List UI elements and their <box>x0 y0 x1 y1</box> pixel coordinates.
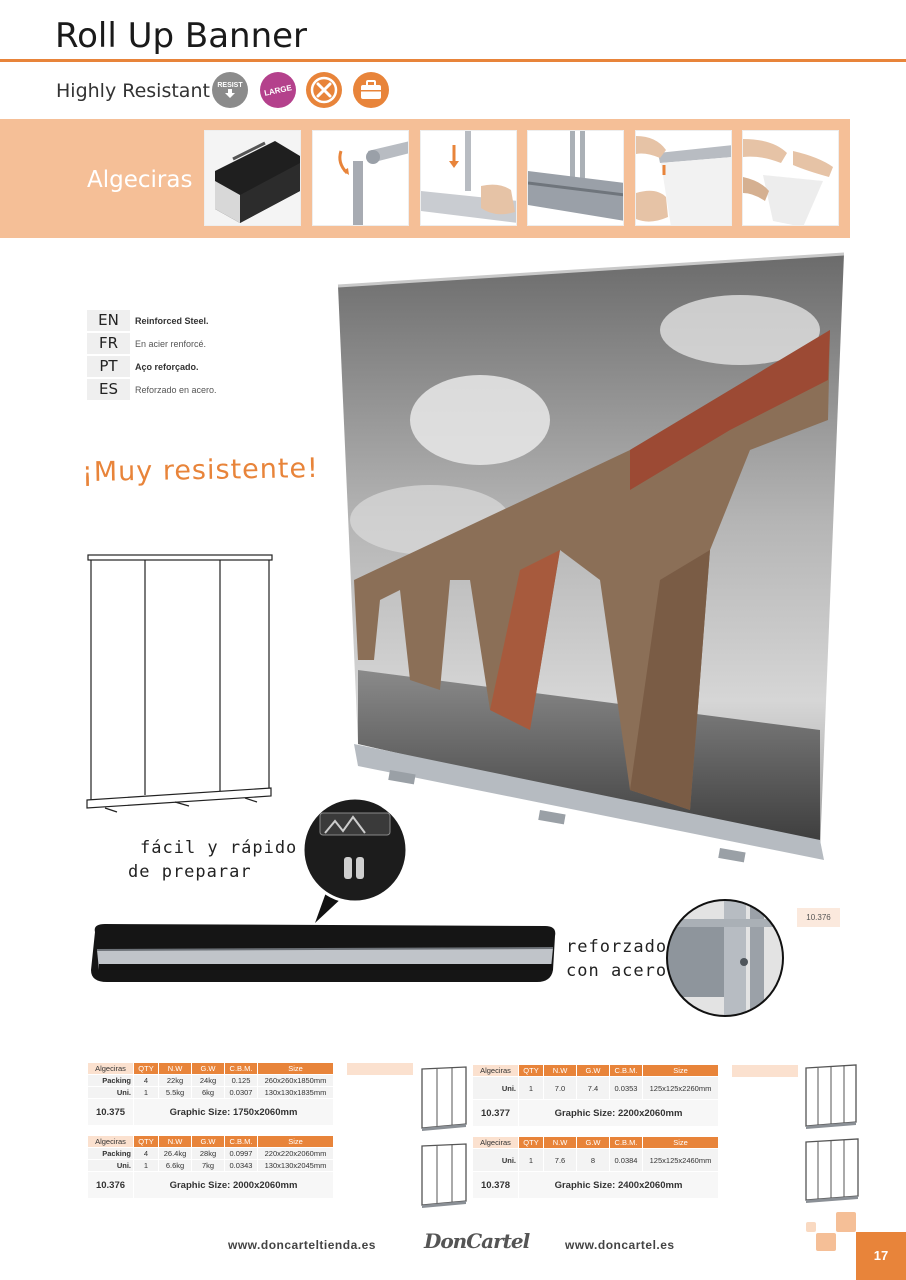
spec-table <box>87 1062 334 1126</box>
language-code: PT <box>87 356 130 377</box>
easy-setup-line1: fácil y rápido <box>140 838 298 858</box>
no-tools-icon <box>309 75 339 105</box>
spec-cell: 7.4 <box>577 1077 609 1099</box>
header-pad <box>732 1065 798 1077</box>
spec-cell: 1 <box>519 1149 543 1171</box>
decor-square <box>806 1222 816 1232</box>
product-name: Algeciras <box>87 167 193 193</box>
language-text: En acier renforcé. <box>135 338 207 349</box>
spec-cell: 0.125 <box>225 1075 257 1086</box>
bag-badge <box>353 72 389 108</box>
spec-header: Size <box>258 1136 333 1147</box>
frame-line-drawing <box>85 550 275 815</box>
spec-cell: Packing <box>88 1148 133 1159</box>
frame-thumbnail <box>804 1138 860 1204</box>
spec-header: QTY <box>134 1063 158 1074</box>
spec-header: Algeciras <box>473 1137 518 1148</box>
slogan: ¡Muy resistente! <box>81 452 320 489</box>
spec-cell: Uni. <box>88 1087 133 1098</box>
step-hook-thumb <box>635 130 732 226</box>
spec-cell: 1 <box>134 1160 158 1171</box>
spec-cell: 6kg <box>192 1087 224 1098</box>
spec-header: N.W <box>159 1063 191 1074</box>
resist-badge-label: RESIST <box>217 82 243 89</box>
product-code: 10.376 <box>88 1172 133 1198</box>
graphic-size: Graphic Size: 2000x2060mm <box>134 1172 333 1198</box>
language-code: FR <box>87 333 130 354</box>
spec-cell: 26.4kg <box>159 1148 191 1159</box>
step-bag-thumb <box>204 130 301 226</box>
steel-detail <box>664 897 786 1019</box>
language-text: Aço reforçado. <box>135 361 199 372</box>
graphic-size: Graphic Size: 2400x2060mm <box>519 1172 718 1198</box>
spec-header: C.B.M. <box>225 1136 257 1147</box>
language-code: ES <box>87 379 130 400</box>
language-text: Reinforced Steel. <box>135 315 209 326</box>
table-row <box>88 1087 333 1098</box>
spec-cell: 5.5kg <box>159 1087 191 1098</box>
resist-badge <box>212 72 248 108</box>
spec-header: Size <box>643 1065 718 1076</box>
spec-header: N.W <box>544 1137 576 1148</box>
frame-thumbnail <box>420 1143 468 1209</box>
table-row <box>88 1160 333 1171</box>
language-row <box>87 355 217 378</box>
large-badge-label: LARGE <box>263 82 293 98</box>
decor-square <box>816 1233 836 1251</box>
spec-cell: 0.0997 <box>225 1148 257 1159</box>
steel-line2: con acero <box>566 961 668 981</box>
language-row <box>87 309 217 332</box>
photo-code: 10.376 <box>797 908 840 927</box>
spec-cell: Packing <box>88 1075 133 1086</box>
spec-header: G.W <box>577 1137 609 1148</box>
spec-header: Size <box>258 1063 333 1074</box>
carry-bag <box>85 920 560 988</box>
spec-cell: 7.6 <box>544 1149 576 1171</box>
spec-header: G.W <box>192 1063 224 1074</box>
language-table <box>87 309 217 401</box>
spec-cell: 125x125x2460mm <box>643 1149 718 1171</box>
step-assembly-thumb <box>312 130 409 226</box>
spec-cell: 130x130x1835mm <box>258 1087 333 1098</box>
bag-icon <box>360 80 382 100</box>
product-code: 10.378 <box>473 1172 518 1198</box>
spec-header: Algeciras <box>88 1136 133 1147</box>
title-divider <box>0 59 906 62</box>
brand-logo: DonCartel <box>424 1229 530 1253</box>
language-row <box>87 378 217 401</box>
frame-thumbnail <box>420 1066 468 1132</box>
spec-header: C.B.M. <box>225 1063 257 1074</box>
arrow-down-icon <box>225 89 235 98</box>
table-row <box>88 1075 333 1086</box>
spec-header: C.B.M. <box>610 1065 642 1076</box>
spec-cell: 7kg <box>192 1160 224 1171</box>
spec-cell: 28kg <box>192 1148 224 1159</box>
spec-cell: 220x220x2060mm <box>258 1148 333 1159</box>
product-code: 10.375 <box>88 1099 133 1125</box>
spec-cell: 0.0353 <box>610 1077 642 1099</box>
spec-header: N.W <box>159 1136 191 1147</box>
step-base-thumb <box>527 130 624 226</box>
table-row <box>473 1149 718 1171</box>
spec-cell: 125x125x2260mm <box>643 1077 718 1099</box>
header-pad <box>347 1063 413 1075</box>
decor-square <box>836 1212 856 1232</box>
spec-cell: Uni. <box>88 1160 133 1171</box>
language-row <box>87 332 217 355</box>
page-number: 17 <box>856 1232 906 1280</box>
step-hang-thumb <box>742 130 839 226</box>
page-subtitle: Highly Resistant <box>56 80 210 102</box>
graphic-size: Graphic Size: 2200x2060mm <box>519 1100 718 1126</box>
spec-table <box>472 1136 719 1199</box>
spec-header: QTY <box>519 1137 543 1148</box>
spec-cell: 4 <box>134 1148 158 1159</box>
table-row <box>88 1148 333 1159</box>
spec-header: Algeciras <box>473 1065 518 1076</box>
spec-cell: 0.0307 <box>225 1087 257 1098</box>
spec-table <box>472 1064 719 1127</box>
large-badge <box>260 72 296 108</box>
spec-cell: 1 <box>134 1087 158 1098</box>
spec-cell: 4 <box>134 1075 158 1086</box>
spec-header: G.W <box>192 1136 224 1147</box>
spec-header: N.W <box>544 1065 576 1076</box>
spec-header: C.B.M. <box>610 1137 642 1148</box>
spec-table <box>87 1135 334 1199</box>
spec-cell: 0.0384 <box>610 1149 642 1171</box>
footer-shop-url[interactable]: www.doncarteltienda.es <box>228 1238 376 1252</box>
spec-cell: 130x130x2045mm <box>258 1160 333 1171</box>
spec-header: G.W <box>577 1065 609 1076</box>
spec-cell: 24kg <box>192 1075 224 1086</box>
steel-line1: reforzado <box>566 937 668 957</box>
footer-site-url[interactable]: www.doncartel.es <box>565 1238 675 1252</box>
spec-cell: 0.0343 <box>225 1160 257 1171</box>
easy-setup-line2: de preparar <box>128 862 252 882</box>
graphic-size: Graphic Size: 1750x2060mm <box>134 1099 333 1125</box>
banner-photo <box>330 250 850 880</box>
spec-cell: 6.6kg <box>159 1160 191 1171</box>
spec-cell: Uni. <box>473 1077 518 1099</box>
spec-cell: Uni. <box>473 1149 518 1171</box>
page-title: Roll Up Banner <box>55 16 308 56</box>
spec-header: QTY <box>519 1065 543 1076</box>
spec-cell: 7.0 <box>544 1077 576 1099</box>
spec-cell: 8 <box>577 1149 609 1171</box>
spec-header: QTY <box>134 1136 158 1147</box>
product-code: 10.377 <box>473 1100 518 1126</box>
language-code: EN <box>87 310 130 331</box>
step-pole-thumb <box>420 130 517 226</box>
no-tools-badge <box>306 72 342 108</box>
spec-header: Algeciras <box>88 1063 133 1074</box>
language-text: Reforzado en acero. <box>135 384 217 395</box>
spec-cell: 260x260x1850mm <box>258 1075 333 1086</box>
table-row <box>473 1077 718 1099</box>
zipper-detail <box>300 795 410 925</box>
spec-header: Size <box>643 1137 718 1148</box>
spec-cell: 1 <box>519 1077 543 1099</box>
spec-cell: 22kg <box>159 1075 191 1086</box>
frame-thumbnail <box>804 1064 858 1130</box>
